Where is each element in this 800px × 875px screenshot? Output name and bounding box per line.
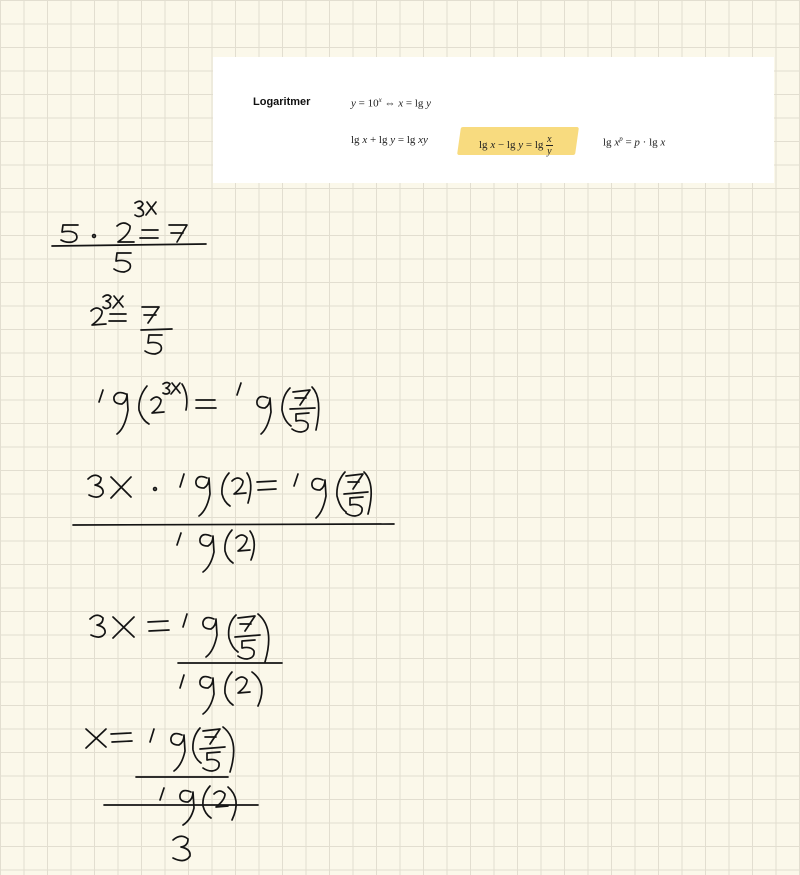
hw-line-2 [91,295,172,354]
hw-line-3 [99,383,319,435]
formula-product-rule: lg x + lg y = lg xy [351,134,428,146]
hw-line-4 [73,472,394,572]
hw-line-1 [52,201,206,272]
formula-power-rule: $\lg x^p = p \cdot \lg x$ [603,135,666,149]
card-title: Logaritmer [253,96,311,108]
hw-line-5 [90,614,282,714]
hw-line-6 [86,727,258,861]
formula-quotient-rule-highlighted: $\lg x - \lg y = \lg \frac{x}{y}$ [459,127,577,155]
formula-definition: $y = 10^x$ ⇔ x = lg y [351,96,432,110]
